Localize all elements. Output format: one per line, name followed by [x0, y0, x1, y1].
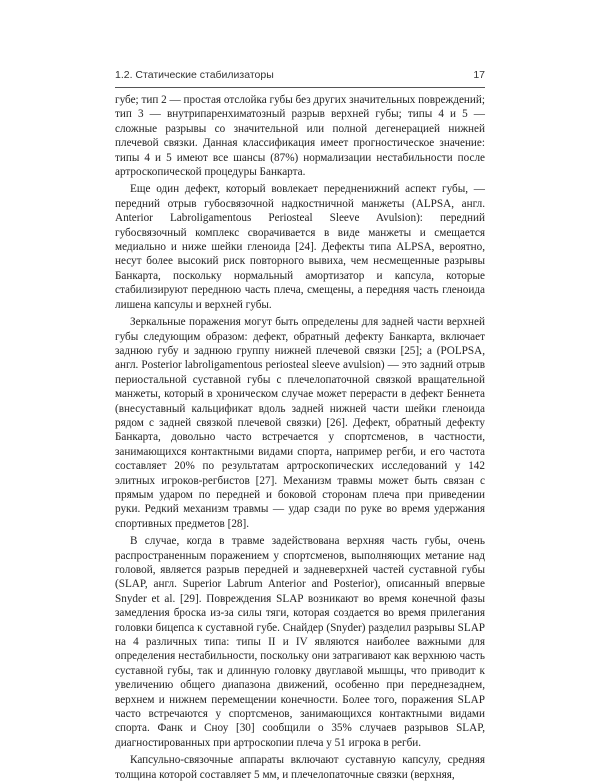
body-text	[115, 93, 485, 782]
section-title: 1.2. Статические стабилизаторы	[115, 69, 274, 81]
paragraph: Зеркальные поражения могут быть определены для задней части верхней губы следующим образом: дефект, обратный дефекту Банкарта, включает заднюю губу и заднюю группу нижней плечевой связки [25]; а (POLPSA, англ. Posterior labroligamentous periosteal sleeve avulsion) — это задний отрыв периостальной суставной губы с плечелопаточной связкой вращательной манжеты, который в хроническом случае может перерасти в дефект Беннета (внесуставный кальцификат вдоль задней нижней части шейки гленоида рядом с задней связкой плечевой связки) [26]. Дефект, обратный дефекту Банкарта, довольно часто встречается у спортсменов, в частности, занимающихся контактными видами спорта, например регби, и его частота составляет 20% по результатам артроскопических исследований у 142 элитных игроков-регбистов [27]. Механизм травмы может быть связан с прямым ударом по передней и боковой сторонам плеча при приведении руки. Редкий механизм травмы — удар сзади по руке во время удержания спортивных предметов [28].	[115, 316, 485, 530]
paragraph: Еще один дефект, который вовлекает передненижний аспект губы, — передний отрыв губосвязочной надкостничной манжеты (ALPSA, англ. Anterior Labroligamentous Periosteal Sleeve Avulsion): передний губосвязочный комплекс сворачивается в виде манжеты и смещается медиально и ниже шейки гленоида [24]. Дефекты типа ALPSA, вероятно, несут более высокий риск повторного вывиха, чем несмещенные разрывы Банкарта, поскольку нормальный амортизатор и капсула, которые стабилизируют переднюю часть плеча, смещены, а передняя часть гленоида лишена капсулы и верхней губы.	[115, 183, 485, 311]
header-rule	[115, 87, 485, 88]
page-number: 17	[473, 69, 485, 81]
paragraph: губе; тип 2 — простая отслойка губы без других значительных повреждений; тип 3 — внутрипаренхиматозный разрыв верхней губы; типы 4 и 5 — сложные разрывы со значительной или полной дегенерацией нижней плечевой связки. Данная классификация имеет прогностическое значение: типы 4 и 5 имеют все шансы (87%) нормализации нестабильности после артроскопической процедуры Банкарта.	[115, 94, 485, 179]
running-header	[115, 68, 485, 86]
paragraph: Капсульно-связочные аппараты включают суставную капсулу, средняя толщина которой составляет 5 мм, и плечелопаточные связки (верхняя,	[115, 754, 485, 781]
paragraph: В случае, когда в травме задействована верхняя часть губы, очень распространенным поражением у спортсменов, выполняющих метание над головой, является разрыв передней и задневерхней частей суставной губы (SLAP, англ. Superior Labrum Anterior and Posterior), описанный впервые Snyder et al. [29]. Повреждения SLAP возникают во время конечной фазы замедления броска из-за силы тяги, которая создается во время прилегания головки бицепса к суставной губе. Снайдер (Snyder) разделил разрывы SLAP на 4 различных типа: типы II и IV являются наиболее важными для определения нестабильности, поскольку они затрагивают как верхнюю часть суставной губы, так и длинную головку двуглавой мышцы, что приводит к увеличению общего диапазона движений, особенно при переднезаднем, верхнем и нижнем перемещении конечности. Более того, поражения SLAP часто встречаются у спортсменов, занимающихся контактными видами спорта. Фанк и Сноу [30] сообщили о 35% случаев разрывов SLAP, диагностированных при артроскопии плеча у 51 игрока в регби.	[115, 535, 485, 749]
